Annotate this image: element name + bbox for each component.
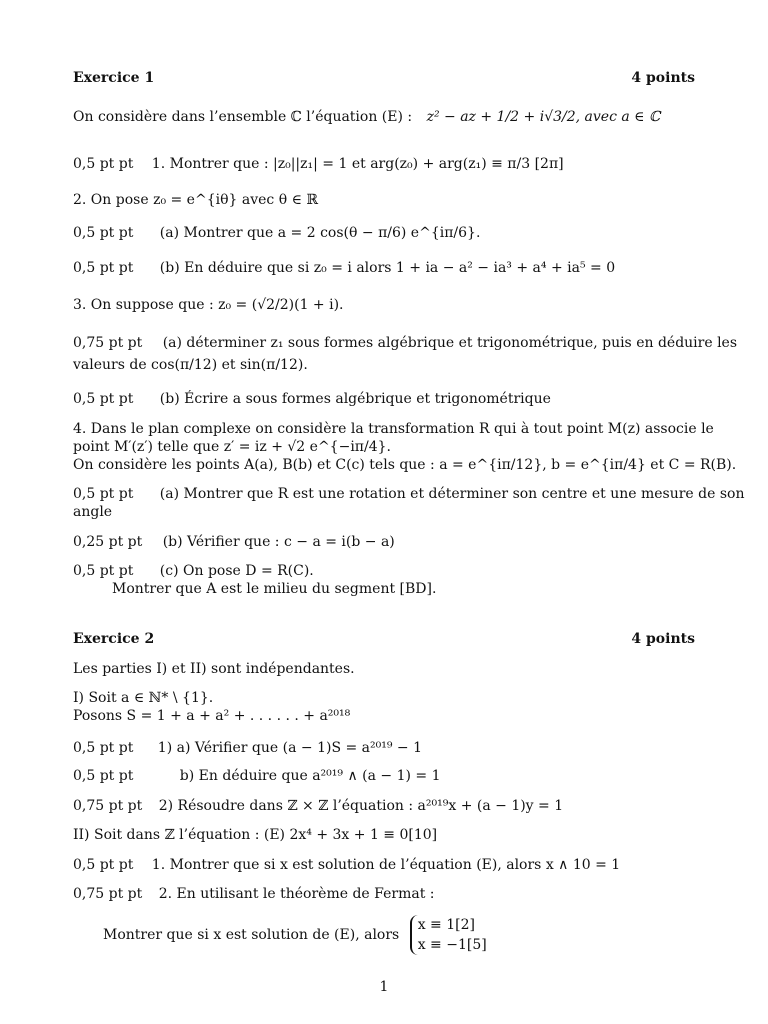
ex2-qII2-points: 0,75 pt pt bbox=[73, 886, 143, 902]
q1-points: 0,5 pt pt bbox=[73, 156, 134, 172]
q2b-line bbox=[73, 260, 695, 276]
q1-text: 1. Montrer que : |z₀||z₁| = 1 et arg(z₀) + arg(z₁) ≡ π/3 [2π] bbox=[151, 156, 564, 172]
ex2-q1a-line bbox=[73, 740, 695, 756]
ex2-qII2-statement bbox=[103, 915, 695, 955]
part2-text: II) Soit dans ℤ l’équation : (E) 2x⁴ + 3x + 1 ≡ 0[10] bbox=[73, 827, 438, 843]
q4-text-1: 4. Dans le plan complexe on considère la transformation R qui à tout point M(z) associe le bbox=[73, 421, 714, 437]
part1-text-2: Posons S = 1 + a + a² + . . . . . . + a²⁰¹⁸ bbox=[73, 708, 351, 724]
ex2-qII1-points: 0,5 pt pt bbox=[73, 857, 134, 873]
q4b-line bbox=[73, 534, 695, 550]
ex2-qII1-line bbox=[73, 857, 695, 873]
q4c-points: 0,5 pt pt bbox=[73, 563, 134, 579]
ex2-q2-text: 2) Résoudre dans ℤ × ℤ l’équation : a²⁰¹⁹x + (a − 1)y = 1 bbox=[158, 798, 564, 814]
ex2-qII2-text: 2. En utilisant le théorème de Fermat : bbox=[158, 886, 435, 902]
q3-text: 3. On suppose que : z₀ = (√2/2)(1 + i). bbox=[73, 297, 344, 313]
q2a-text: (a) Montrer que a = 2 cos(θ − π/6) e^{iπ/6}. bbox=[159, 225, 481, 241]
ex2-q1b-points: 0,5 pt pt bbox=[73, 768, 134, 784]
q4a-text-1: (a) Montrer que R est une rotation et déterminer son centre et une mesure de son bbox=[159, 486, 745, 502]
ex2-q2-points: 0,75 pt pt bbox=[73, 798, 143, 814]
equation-e: z² − az + 1/2 + i√3/2, avec a ∈ ℂ bbox=[426, 109, 661, 125]
q4b-text: (b) Vérifier que : c − a = i(b − a) bbox=[162, 534, 395, 550]
q4-text-3: On considère les points A(a), B(b) et C(c) tels que : a = e^{iπ/12}, b = e^{iπ/4} et C = R(B). bbox=[73, 457, 737, 473]
ex2-q1a-points: 0,5 pt pt bbox=[73, 740, 134, 756]
congruence-mod-5: x ≡ −1[5] bbox=[417, 937, 487, 953]
q3b-points: 0,5 pt pt bbox=[73, 391, 134, 407]
q4a-text-2: angle bbox=[73, 504, 113, 520]
part1-text-1: I) Soit a ∈ ℕ* \ {1}. bbox=[73, 690, 214, 706]
q2b-text: (b) En déduire que si z₀ = i alors 1 + ia − a² − ia³ + a⁴ + ia⁵ = 0 bbox=[159, 260, 616, 276]
q4c-text-1: (c) On pose D = R(C). bbox=[159, 563, 314, 579]
q4a-line1 bbox=[73, 486, 745, 502]
q3a-text-2: valeurs de cos(π/12) et sin(π/12). bbox=[73, 357, 308, 373]
ex2-qII2-statement-text: Montrer que si x est solution de (E), alors bbox=[103, 927, 400, 943]
ex2-q1b-text: b) En déduire que a²⁰¹⁹ ∧ (a − 1) = 1 bbox=[179, 768, 441, 784]
ex2-q1a-text: 1) a) Vérifier que (a − 1)S = a²⁰¹⁹ − 1 bbox=[157, 740, 422, 756]
q3b-text: (b) Écrire a sous formes algébrique et trigonométrique bbox=[159, 391, 551, 407]
q3b-line bbox=[73, 391, 695, 407]
q4b-points: 0,25 pt pt bbox=[73, 534, 143, 550]
exercise-1-intro bbox=[73, 109, 695, 125]
exercise-2-points: 4 points bbox=[631, 631, 695, 647]
intro-text: On considère dans l’ensemble ℂ l’équation (E) : bbox=[73, 109, 413, 125]
ex2-q2-line bbox=[73, 798, 695, 814]
congruence-mod-2: x ≡ 1[2] bbox=[417, 917, 475, 933]
ex2-q1b-line bbox=[73, 768, 695, 784]
q4-text-2: point M′(z′) telle que z′ = iz + √2 e^{−iπ/4}. bbox=[73, 439, 391, 455]
page-number: 1 bbox=[379, 979, 389, 995]
q1-line bbox=[73, 156, 695, 172]
q4a-points: 0,5 pt pt bbox=[73, 486, 134, 502]
exercise-1-title: Exercice 1 bbox=[73, 70, 155, 86]
q2-text: 2. On pose z₀ = e^{iθ} avec θ ∈ ℝ bbox=[73, 192, 319, 208]
q3a-points: 0,75 pt pt bbox=[73, 335, 143, 351]
q4c-text-2: Montrer que A est le milieu du segment [BD]. bbox=[112, 581, 437, 597]
ex2-qII1-text: 1. Montrer que si x est solution de l’équation (E), alors x ∧ 10 = 1 bbox=[151, 857, 621, 873]
q2a-points: 0,5 pt pt bbox=[73, 225, 134, 241]
exercise-2-intro: Les parties I) et II) sont indépendantes. bbox=[73, 661, 355, 677]
q3a-text-1: (a) déterminer z₁ sous formes algébrique et trigonométrique, puis en déduire les bbox=[162, 335, 738, 351]
q4c-line1 bbox=[73, 563, 695, 579]
q3a-line1 bbox=[73, 335, 738, 351]
q2a-line bbox=[73, 225, 695, 241]
exercise-1-points: 4 points bbox=[631, 70, 695, 86]
q2b-points: 0,5 pt pt bbox=[73, 260, 134, 276]
congruence-system bbox=[410, 915, 487, 955]
exercise-2-title: Exercice 2 bbox=[73, 631, 155, 647]
ex2-qII2-line bbox=[73, 886, 695, 902]
